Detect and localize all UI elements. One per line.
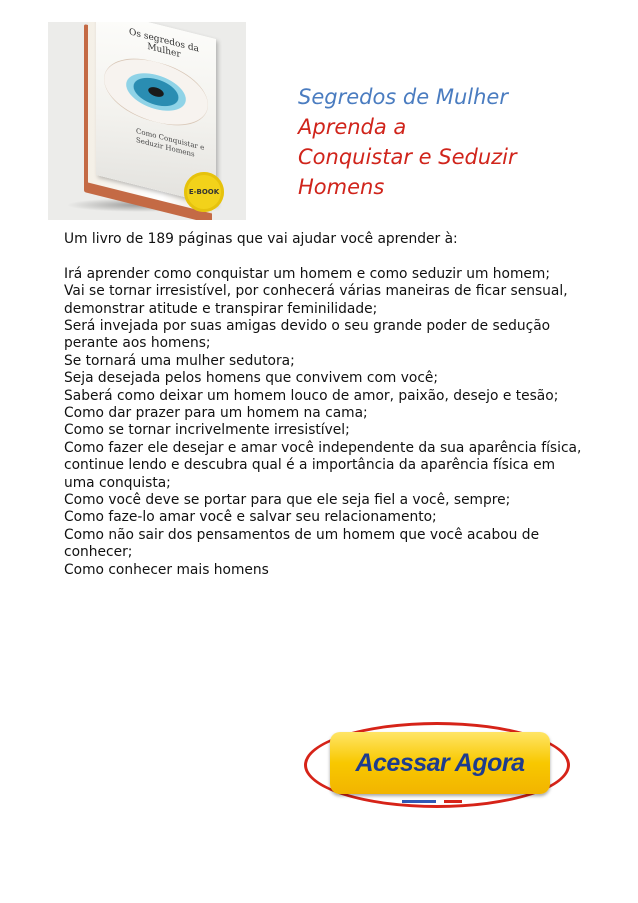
benefit-item: Como faze-lo amar você e salvar seu relacionamento; bbox=[64, 509, 437, 526]
benefit-item: Como dar prazer para um homem na cama; bbox=[64, 405, 368, 422]
benefit-item: Como conhecer mais homens bbox=[64, 561, 269, 578]
cta-area bbox=[304, 722, 574, 814]
benefit-item: Vai se tornar irresistível, por conhecerá várias maneiras de ficar sensual, demonstrar atitude e transpirar feminilidade; bbox=[64, 283, 568, 317]
title-line-1: Segredos de Mulher bbox=[298, 85, 508, 109]
cta-underline-red bbox=[444, 800, 462, 803]
benefit-item: Saberá como deixar um homem louco de amor, paixão, desejo e tesão; bbox=[64, 387, 559, 404]
benefit-item: Irá aprender como conquistar um homem e como seduzir um homem; bbox=[64, 265, 550, 282]
cta-underline-blue bbox=[402, 800, 436, 803]
intro-text: Um livro de 189 páginas que vai ajudar você aprender à: bbox=[64, 231, 458, 247]
benefit-item: Seja desejada pelos homens que convivem com você; bbox=[64, 370, 439, 387]
title-line-4: Homens bbox=[298, 175, 385, 199]
cover-title: Os segredos da Mulher bbox=[129, 27, 199, 61]
benefit-item: Como fazer ele desejar e amar você independente da sua aparência física, continue lendo e descubra qual é a importância da aparência física em uma conquista; bbox=[64, 439, 582, 491]
description bbox=[64, 231, 584, 579]
page-title bbox=[298, 82, 618, 202]
title-line-2: Aprenda a bbox=[298, 115, 407, 139]
benefit-item: Como se tornar incrivelmente irresistível; bbox=[64, 422, 350, 439]
cover-subtitle: Como Conquistar e Seduzir Homens bbox=[136, 127, 205, 159]
ebook-cover-image bbox=[48, 22, 246, 220]
benefit-item: Se tornará uma mulher sedutora; bbox=[64, 352, 295, 369]
benefit-item: Como você deve se portar para que ele seja fiel a você, sempre; bbox=[64, 492, 511, 509]
benefit-item: Como não sair dos pensamentos de um homem que você acabou de conhecer; bbox=[64, 526, 540, 561]
title-line-3: Conquistar e Seduzir bbox=[298, 145, 517, 169]
access-now-label: Acessar Agora bbox=[355, 748, 525, 777]
ebook-badge: E-BOOK bbox=[184, 172, 224, 212]
benefit-item: Será invejada por suas amigas devido o seu grande poder de sedução perante aos homens; bbox=[64, 318, 551, 352]
access-now-button[interactable] bbox=[330, 732, 550, 794]
